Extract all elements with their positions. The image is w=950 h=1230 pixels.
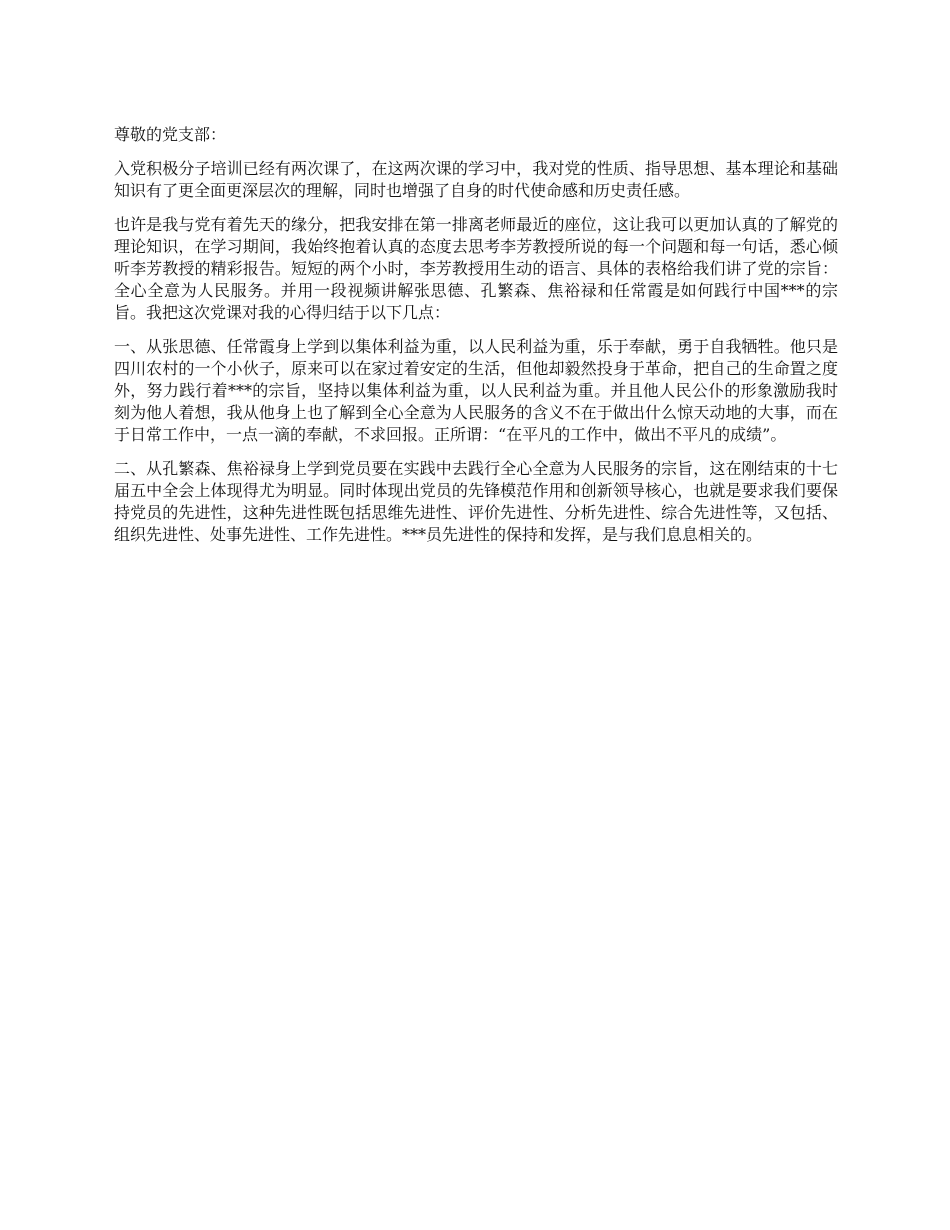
paragraph-point-one: 一、从张思德、任常霞身上学到以集体利益为重，以人民利益为重，乐于奉献，勇于自我牺牲。他只是四川农村的一个小伙子，原来可以在家过着安定的生活，但他却毅然投身于革命，把自己的生命置之度外，努力践行着***的宗旨，坚持以集体利益为重，以人民利益为重。并且他人民公仆的形象激励我时刻为他人着想，我从他身上也了解到全心全意为人民服务的含义不在于做出什么惊天动地的大事，而在于日常工作中，一点一滴的奉献，不求回报。正所谓：“在平凡的工作中，做出不平凡的成绩”。 (114, 337, 838, 444)
salutation: 尊敬的党支部： (114, 125, 227, 144)
paragraph-intro: 入党积极分子培训已经有两次课了，在这两次课的学习中，我对党的性质、指导思想、基本理论和基础知识有了更全面更深层次的理解，同时也增强了自身的时代使命感和历史责任感。 (114, 159, 838, 200)
paragraph-point-two: 二、从孔繁森、焦裕禄身上学到党员要在实践中去践行全心全意为人民服务的宗旨，这在刚结束的十七届五中全会上体现得尤为明显。同时体现出党员的先锋模范作用和创新领导核心，也就是要求我们要保持党员的先进性，这种先进性既包括思维先进性、评价先进性、分析先进性、综合先进性等，又包括、组织先进性、处事先进性、工作先进性。***员先进性的保持和发挥，是与我们息息相关的。 (114, 459, 838, 544)
paragraph-lecture: 也许是我与党有着先天的缘分，把我安排在第一排离老师最近的座位，这让我可以更加认真的了解党的理论知识，在学习期间，我始终抱着认真的态度去思考李芳教授所说的每一个问题和每一句话，悉心倾听李芳教授的精彩报告。短短的两个小时，李芳教授用生动的语言、具体的表格给我们讲了党的宗旨：全心全意为人民服务。并用一段视频讲解张思德、孔繁森、焦裕禄和任常霞是如何践行中国***的宗旨。我把这次党课对我的心得归结于以下几点： (114, 215, 838, 322)
document-page (114, 124, 838, 558)
